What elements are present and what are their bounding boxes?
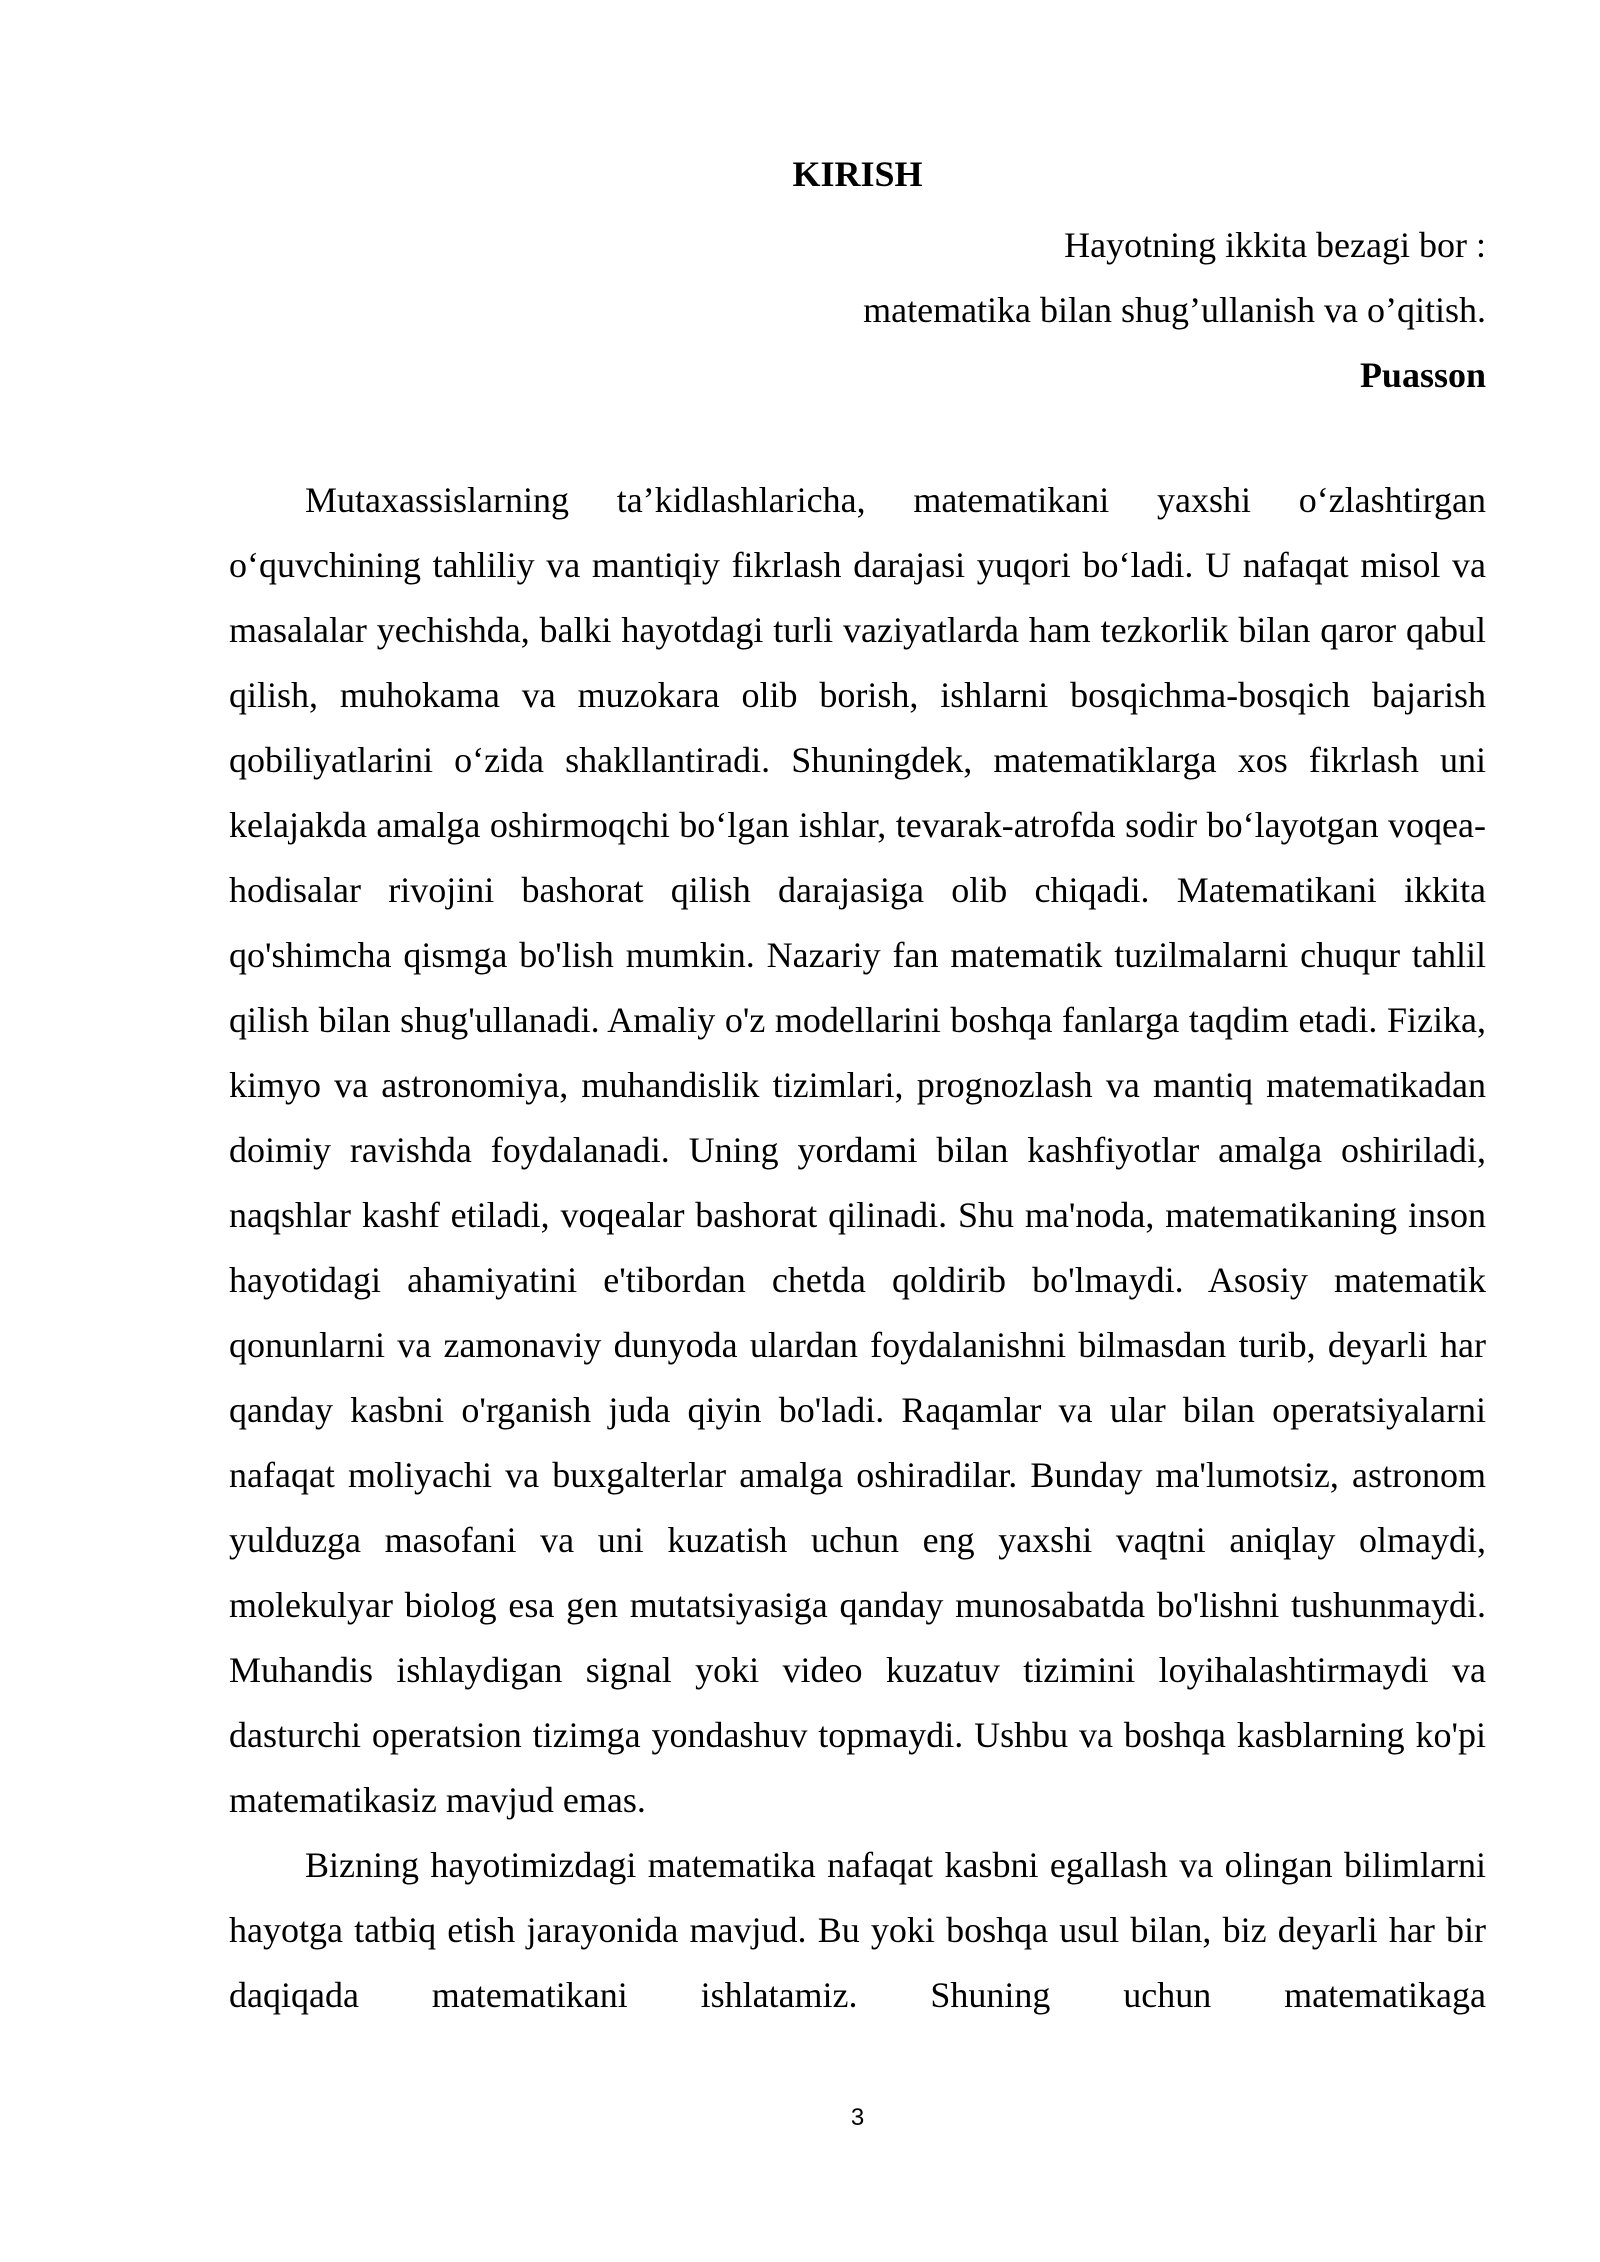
page-title: KIRISH — [792, 154, 923, 194]
paragraph-2: Bizning hayotimizdagi matematika nafaqat kasbni egallash va olingan bilimlarni hayotga tatbiq etish jarayonida mavjud. Bu yoki boshqa usul bilan, biz deyarli har bir daqiqada matematikani ishlatamiz. Shuning uchun matematikaga — [229, 1845, 1486, 2015]
document-page — [229, 0, 1486, 2262]
body-text — [229, 468, 1486, 2028]
epigraph-author: Puasson — [1359, 355, 1486, 395]
epigraph-line-2: matematika bilan shug’ullanish va o’qitish. — [863, 290, 1486, 330]
paragraph-1: Mutaxassislarning ta’kidlashlaricha, matematikani yaxshi o‘zlashtirgan o‘quvchining tahliliy va mantiqiy fikrlash darajasi yuqori bo‘ladi. U nafaqat misol va masalalar yechishda, balki hayotdagi turli vaziyatlarda ham tezkorlik bilan qaror qabul qilish, muhokama va muzokara olib borish, ishlarni bosqichma-bosqich bajarish qobiliyatlarini o‘zida shakllantiradi. Shuningdek, matematiklarga xos fikrlash uni kelajakda amalga oshirmoqchi bo‘lgan ishlar, tevarak-atrofda sodir bo‘layotgan voqea-hodisalar rivojini bashorat qilish darajasiga olib chiqadi. Matematikani ikkita qo'shimcha qismga bo'lish mumkin. Nazariy fan matematik tuzilmalarni chuqur tahlil qilish bilan shug'ullanadi. Amaliy o'z modellarini boshqa fanlarga taqdim etadi. Fizika, kimyo va astronomiya, muhandislik tizimlari, prognozlash va mantiq matematikadan doimiy ravishda foydalanadi. Uning yordami bilan kashfiyotlar amalga oshiriladi, naqshlar kashf etiladi, voqealar bashorat qilinadi. Shu ma'noda, matematikaning inson hayotidagi ahamiyatini e'tibordan chetda qoldirib bo'lmaydi. Asosiy matematik qonunlarni va zamonaviy dunyoda ulardan foydalanishni bilmasdan turib, deyarli har qanday kasbni o'rganish juda qiyin bo'ladi. Raqamlar va ular bilan operatsiyalarni nafaqat moliyachi va buxgalterlar amalga oshiradilar. Bunday ma'lumotsiz, astronom yulduzga masofani va uni kuzatish uchun eng yaxshi vaqtni aniqlay olmaydi, molekulyar biolog esa gen mutatsiyasiga qanday munosabatda bo'lishni tushunmaydi. Muhandis ishlaydigan signal yoki video kuzatuv tizimini loyihalashtirmaydi va dasturchi operatsion tizimga yondashuv topmaydi. Ushbu va boshqa kasblarning ko'pi matematikasiz mavjud emas. — [229, 480, 1486, 1820]
epigraph — [229, 213, 1486, 408]
page-number: 3 — [850, 2104, 865, 2131]
epigraph-line-1: Hayotning ikkita bezagi bor : — [1064, 225, 1486, 265]
